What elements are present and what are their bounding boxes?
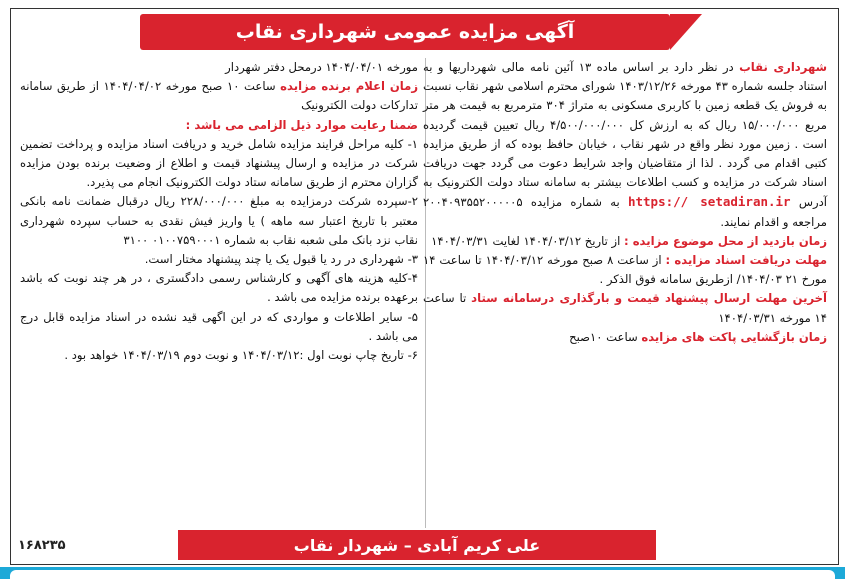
docs-paragraph xyxy=(423,251,827,289)
visit-text: از تاریخ ۱۴۰۴/۰۳/۱۲ لغایت ۱۴۰۴/۰۳/۳۱ xyxy=(431,233,621,248)
left-column xyxy=(20,58,418,365)
winner-label: زمان اعلام برنده مزایده xyxy=(280,79,419,94)
condition-item-2: ۲-سپرده شرکت درمزایده به مبلغ ۲۲۸/۰۰۰/۰۰۰ ریال درقبال ضمانت نامه بانکی معتبر با تاریخ اعتبار سه ماهه ) یا واریز فیش نقدی به حساب سپرده شهرداری نقاب نزد بانک ملی شعبه نقاب به شماره ۰۱۰۰۷۵۹۰۰۰۱ ۳۱۰۰ xyxy=(20,194,418,247)
footer-strip-inner xyxy=(10,570,835,579)
intro-lead: شهرداری نقاب xyxy=(739,60,828,74)
visit-label: زمان بازدید از محل موضوع مزایده : xyxy=(624,233,827,248)
opening-label: زمان بازگشایی پاکت های مزایده xyxy=(641,329,827,344)
ad-code: ۱۶۸۲۳۵ xyxy=(18,538,66,553)
condition-item-1: ۱- کلیه مراحل فرایند مزایده شامل خرید و دریافت اسناد مزایده و پرداخت تضمین شرکت در مزایده و ارسال پیشنهاد قیمت و اطلاع از وضعیت برنده بودن مزایده گزاران محترم از طریق سامانه ستاد دولت الکترونیک انجام می پذیرد. xyxy=(20,136,418,190)
notice-title: آگهی مزایده عمومی شهرداری نقاب xyxy=(140,14,670,50)
deadline-label: آخرین مهلت ارسال پیشنهاد قیمت و بارگذاری درسامانه ستاد xyxy=(471,291,827,306)
auction-number-text: به شماره مزایده ۲۰۰۴۰۹۳۵۵۲۰۰۰۰۰۵ مراجعه و اقدام نمایند. xyxy=(423,195,827,229)
right-column xyxy=(423,58,827,347)
deadline-text: تا ساعت ۱۴ مورخه ۱۴۰۴/۰۳/۳۱ xyxy=(423,291,827,325)
condition-item-3: ۳- شهرداری در رد یا قبول یک یا چند پیشنهاد مختار است. xyxy=(144,252,418,267)
conditions-label: ضمنا رعایت موارد ذیل الزامی می باشد : xyxy=(185,117,418,132)
intro-paragraph xyxy=(423,58,827,232)
visit-paragraph xyxy=(423,232,827,251)
docs-label: مهلت دریافت اسناد مزایده : xyxy=(665,253,827,268)
winner-paragraph xyxy=(20,77,418,115)
setadiran-link[interactable]: https:// setadiran.ir xyxy=(627,194,791,210)
condition-item-6: ۶- تاریخ چاپ نوبت اول :۱۴۰۴/۰۳/۱۲ و نوبت دوم ۱۴۰۴/۰۳/۱۹ خواهد بود . xyxy=(64,348,418,363)
signature-bar: علی کریم آبادی – شهردار نقاب xyxy=(178,530,656,560)
docs-text: از ساعت ۸ صبح مورخه ۱۴۰۴/۰۳/۱۲ تا ساعت ۱۴ مورخ ۲۱ ۱۴۰۴/۰۳/ ازطریق سامانه فوق الذکر . xyxy=(423,253,827,287)
deadline-paragraph xyxy=(423,289,827,327)
intro-text: در نظر دارد بر اساس ماده ۱۳ آئین نامه مالی شهرداریها و به استناد جلسه شماره ۴۳ مورخه ۱۴۰۳/۱۲/۲۶ شورای محترم اسلامی شهر نقاب نسبت به فروش یک قطعه زمین با کاربری مسکونی به متراژ ۳۰۴ مترمربع به قیمت هر متر مربع ۱۵/۰۰۰/۰۰۰ ریال که به ارزش کل ۴/۵۰۰/۰۰۰/۰۰۰ ریال تعیین قیمت گردیده است . زمین مورد نظر واقع در شهر نقاب ، خیابان حافظ بوده که از طریق مزایده کتبی اقدام می گردد . لذا از متقاضیان واجد شرایط دعوت می گردد جهت دریافت اسناد شرکت در مزایده و کسب اطلاعات بیشتر به سامانه ستاد دولت الکترونیک به آدرس xyxy=(423,60,827,210)
condition-item-4: ۴-کلیه هزینه های آگهی و کارشناس رسمی دادگستری ، در هر چند نوبت که باشد برعهده برنده مزایده می باشد . xyxy=(20,271,418,305)
condition-item-5: ۵- سایر اطلاعات و مواردی که در این اگهی قید نشده در اسناد مزایده قابل درج می باشد . xyxy=(20,309,418,343)
opening-paragraph xyxy=(423,328,827,347)
opening-continued: مورخه ۱۴۰۴/۰۴/۰۱ درمحل دفتر شهردار xyxy=(225,60,418,74)
winner-text: ساعت ۱۰ صبح مورخه ۱۴۰۴/۰۴/۰۲ از طریق سامانه تدارکات دولت الکترونیک xyxy=(20,79,418,113)
opening-text: ساعت ۱۰صبح xyxy=(569,329,638,344)
